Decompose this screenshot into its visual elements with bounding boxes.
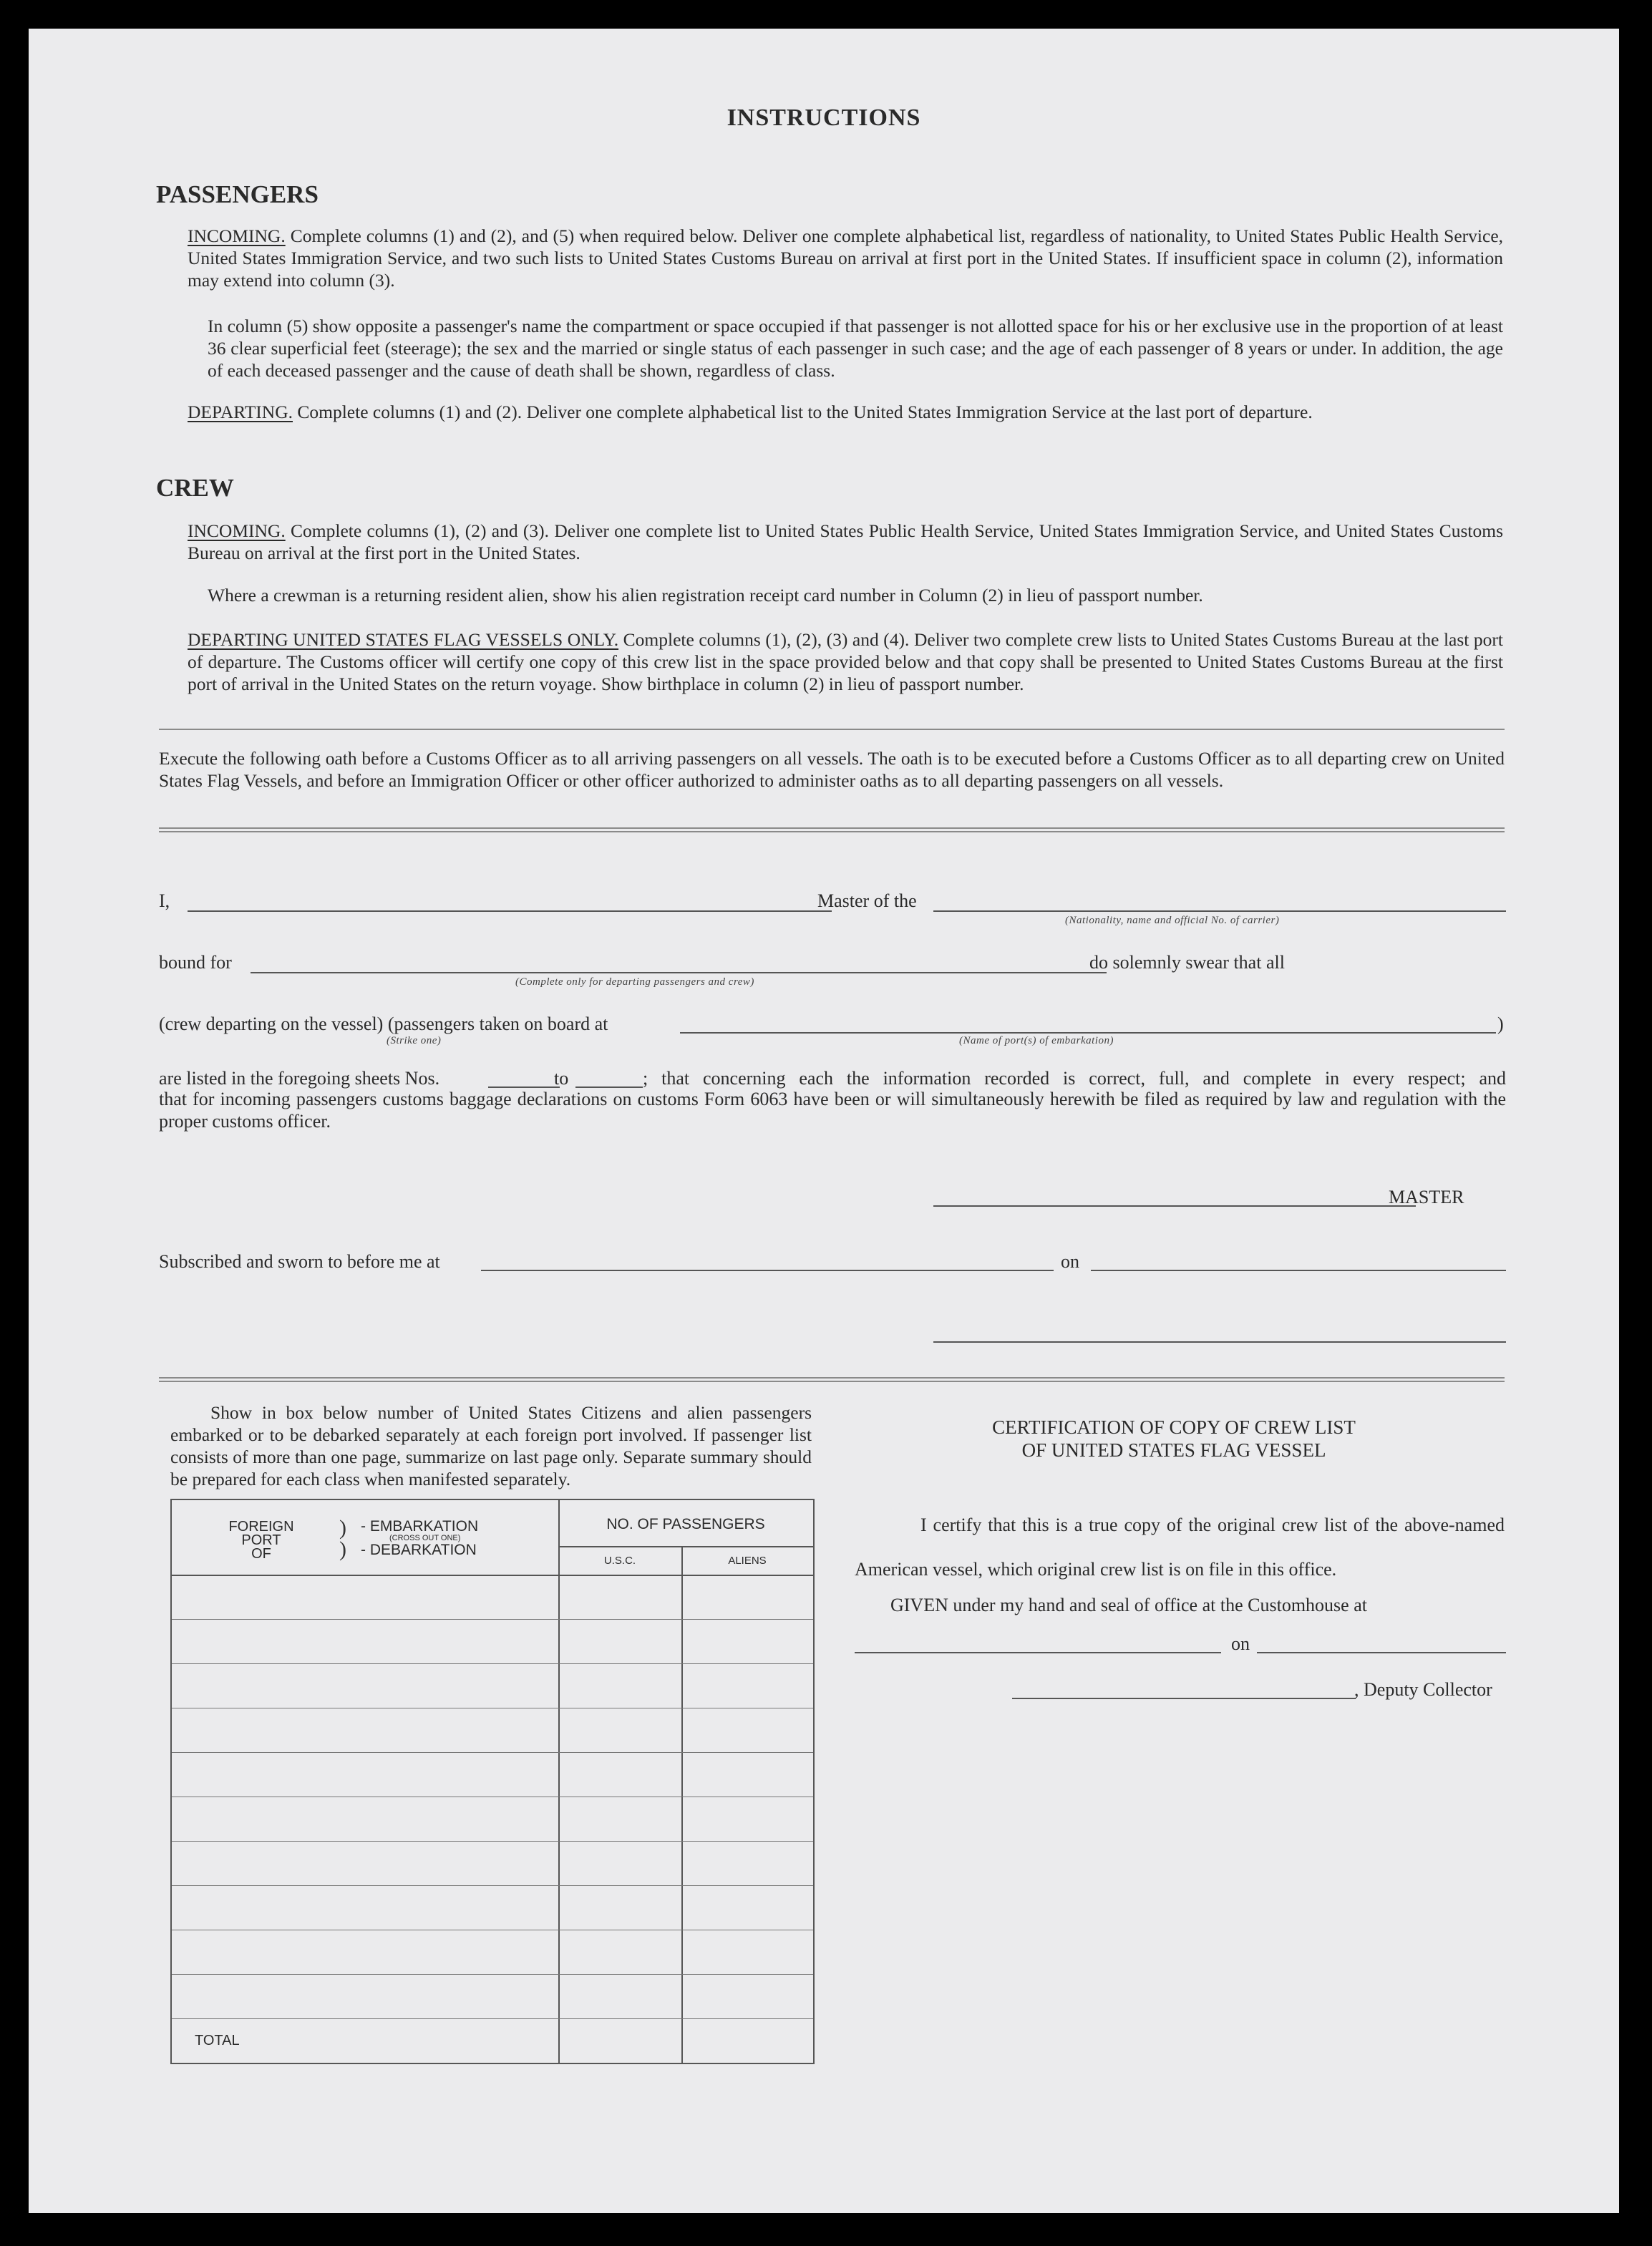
closing-paren: ) [1497, 1013, 1504, 1034]
header-sub-line [558, 1546, 813, 1547]
divider [159, 729, 1505, 730]
bound-for-caption: (Complete only for departing passengers and crew) [515, 976, 754, 988]
listed-nos-label: are listed in the foregoing sheets Nos. [159, 1068, 440, 1089]
total-label: TOTAL [195, 2033, 240, 2048]
col-divider-2 [681, 1546, 683, 2063]
table-row [172, 1974, 813, 1975]
embarkation-caption: (Name of port(s) of embarkation) [959, 1035, 1114, 1046]
to-label: to [554, 1068, 569, 1089]
officer-signature-line[interactable] [933, 1341, 1506, 1343]
strike-one-caption: (Strike one) [387, 1035, 442, 1046]
oath-body: that for incoming passengers customs baggage declarations on customs Form 6063 have been or will simultaneously herewith be filed as required by law and regulation with the proper customs officer. [159, 1089, 1506, 1132]
form-page [29, 29, 1619, 2213]
passengers-departing: DEPARTING. Complete columns (1) and (2). Deliver one complete alphabetical list to the United States Immigration Service at the last port of departure. [188, 402, 1313, 422]
no-of-passengers-header: NO. OF PASSENGERS [606, 1516, 765, 1532]
master-of-the-label: Master of the [817, 890, 917, 911]
crew-passengers-label: (crew departing on the vessel) (passengers taken on board at [159, 1013, 608, 1034]
certification-date-line[interactable] [1257, 1652, 1506, 1653]
crew-returning-note: Where a crewman is a returning resident alien, show his alien registration receipt card number in Column (2) in lieu of passport number. [208, 585, 1203, 606]
crew-incoming: INCOMING. Complete columns (1), (2) and (3). Deliver one complete list to United States Public Health Service, United States Immigration Service, and United States Customs Bureau on arrival at the first port in the United States. [188, 520, 1504, 563]
vessel-caption: (Nationality, name and official No. of carrier) [1065, 915, 1280, 926]
summary-instructions: Show in box below number of United States Citizens and alien passengers embarked or to be debarked separately at each foreign port involved. If passenger list consists of more than one page, summarize on last page only. Separate summary should be prepared for each class when manifested separately. [170, 1402, 812, 1489]
table-row [172, 1885, 813, 1886]
aliens-header: ALIENS [728, 1555, 767, 1567]
double-divider [159, 827, 1505, 832]
certification-body: I certify that this is a true copy of the original crew list of the above-named American vessel, which original crew list is on file in this office. [855, 1515, 1505, 1580]
certification-on-label: on [1231, 1633, 1250, 1654]
usc-header: U.S.C. [603, 1555, 636, 1567]
sworn-on-label: on [1061, 1251, 1079, 1272]
given-under-label: GIVEN under my hand and seal of office at the Customhouse at [890, 1595, 1367, 1615]
section-passengers: PASSENGERS [156, 180, 319, 208]
solemnly-swear-label: do solemnly swear that all [1089, 952, 1285, 973]
foreign-port-of: FOREIGN PORT OF [228, 1519, 294, 1562]
oath-i-label: I, [159, 890, 170, 911]
section-crew: CREW [156, 474, 234, 502]
certification-title: CERTIFICATION OF COPY OF CREW LIST OF UNITED STATES FLAG VESSEL [992, 1416, 1356, 1461]
page-title: INSTRUCTIONS [727, 104, 921, 131]
passenger-summary-table [170, 1499, 815, 2064]
customhouse-line[interactable] [855, 1652, 1221, 1653]
embarkation-options: - EMBARKATION (CROSS OUT ONE) - DEBARKATION [361, 1518, 479, 1558]
vessel-line[interactable] [933, 910, 1506, 912]
table-row [172, 1752, 813, 1753]
table-row [172, 1619, 813, 1620]
crew-incoming-label: INCOMING. [188, 520, 286, 541]
passengers-incoming: INCOMING. Complete columns (1) and (2), and (5) when required below. Deliver one complete alphabetical list, regardless of nationality, to United States Public Health Service, United States Immigration Service, and two such lists to United States Customs Bureau on arrival at first port in the United States. If insufficient space in column (2), information may extend into column (3). [188, 225, 1504, 291]
departing-label: DEPARTING. [188, 402, 293, 422]
master-label: MASTER [1389, 1187, 1464, 1207]
passengers-column5-note: In column (5) show opposite a passenger's name the compartment or space occupied if that passenger is not allotted space for his or her exclusive use in the proportion of at least 36 clear superficial feet (steerage); the sex and the married or single status of each passenger in such case; and the age of each passenger of 8 years or under. In addition, the age of each deceased passenger and the cause of death shall be shown, regardless of class. [208, 316, 1503, 381]
sworn-date-line[interactable] [1091, 1270, 1506, 1271]
table-row [172, 1841, 813, 1842]
crew-departing: DEPARTING UNITED STATES FLAG VESSELS ONLY. Complete columns (1), (2), (3) and (4). Deliver two complete crew lists to United States Customs Bureau at the last port of departure. The Customs officer will certify one copy of this crew list in the space provided below and that copy shall be presented to United States Customs Bureau at the first port of arrival in the United States on the return voyage. Show birthplace in column (2) in lieu of passport number. [188, 629, 1504, 694]
double-divider-2 [159, 1377, 1505, 1382]
master-signature-line[interactable] [933, 1205, 1416, 1207]
listed-continuation: ; that concerning each the information recorded is correct, full, and complete in every respect; and [643, 1068, 1506, 1089]
crew-departing-label: DEPARTING UNITED STATES FLAG VESSELS ONLY. [188, 629, 619, 650]
table-row [172, 2018, 813, 2019]
bound-for-label: bound for [159, 952, 232, 973]
subscribed-label: Subscribed and sworn to before me at [159, 1251, 440, 1272]
deputy-signature-line[interactable] [1012, 1698, 1356, 1699]
oath-instructions: Execute the following oath before a Customs Officer as to all arriving passengers on all vessels. The oath is to be executed before a Customs Officer as to all departing crew on United States Flag Vessels, and before an Immigration Officer or other officer authorized to administer oaths as to all departing passengers on all vessels. [159, 748, 1505, 791]
deputy-collector-label: , Deputy Collector [1354, 1679, 1492, 1700]
brace-glyph: ) ) [339, 1516, 346, 1561]
bound-for-line[interactable] [251, 972, 1107, 973]
col-divider-1 [558, 1500, 560, 2063]
incoming-label: INCOMING. [188, 225, 286, 246]
table-row [172, 1663, 813, 1664]
master-name-line[interactable] [188, 910, 832, 912]
header-bottom-line [172, 1575, 813, 1576]
sworn-at-line[interactable] [481, 1270, 1054, 1271]
embarkation-line[interactable] [680, 1032, 1496, 1034]
